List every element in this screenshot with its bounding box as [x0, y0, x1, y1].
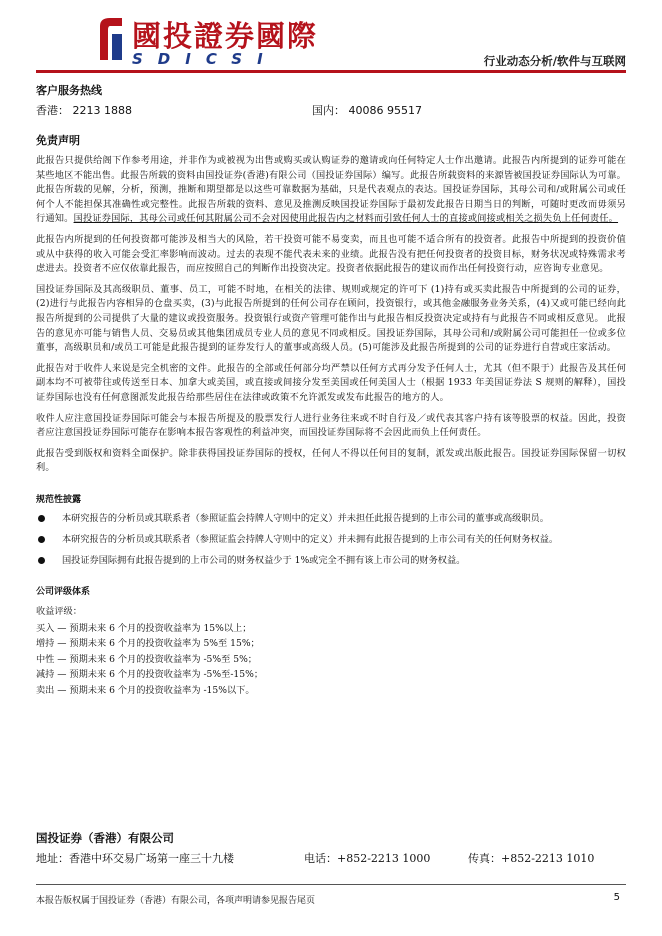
company-phone: 电话：+852-2213 1000	[304, 852, 431, 865]
rating-intro: 收益评级：	[36, 605, 82, 617]
bullet-icon	[38, 536, 45, 543]
rating-row-neutral: 中性 — 预期未来 6 个月的投资收益率为 -5%至 5%；	[36, 653, 257, 665]
disclaimer-paragraph-2: 此报告内所提到的任何投资都可能涉及相当大的风险，若干投资可能不易变卖，而且也可能不适合所有的投资者。此报告中所提到的投资价值或从中获得的收入可能会受汇率影响而波动。过去的表现不能代表未来的业绩。此报告没有把任何投资者的投资目标，财务状况或特殊需求考虑进去。投资者不应仅依靠此报告，而应按照自己的判断作出投资决定。投资者依据此报告的建议而作出任何投资行动，应咨询专业意见。	[36, 233, 626, 275]
company-logo	[96, 14, 336, 72]
rating-row-underweight: 减持 — 预期未来 6 个月的投资收益率为 -5%至-15%；	[36, 669, 264, 681]
normative-title: 规范性披露	[36, 494, 82, 505]
normative-item-text: 国投证券国际拥有此报告提到的上市公司的财务权益少于 1%或完全不拥有该上市公司的财务权益。	[62, 554, 466, 566]
hotline-row	[36, 102, 626, 118]
disclaimer-paragraph-3: 国投证券国际及其高级职员、董事、员工，可能不时地，在相关的法律、规则或规定的许可下 (1)持有或买卖此报告中所提到的公司的证券，(2)进行与此报告内容相异的仓盘买卖，(3)与此报告所提到的任何公司存在顾问，投资银行，或其他金融服务业务关系，(4)又或可能已经向此报告所提到的公司提供了大量的建议或投资服务。投资银行或资产管理可能作出与此报告相反投资决定或持有与此报告不同或相反意见。 此报告的意见亦可能与销售人员、交易员或其他集团成员专业人员的意见不同或相反。国投证券国际，其母公司和/或附属公司可能担任一位或多位董事，高级职员和/或员工可能是此报告提到的证券发行人的董事或高级人员。(5)可能涉及此报告所提到的公司的证券进行自营或庄家活动。	[36, 283, 626, 354]
report-type-label: 行业动态分析/软件与互联网	[483, 54, 626, 68]
header-divider	[36, 70, 626, 73]
disclaimer-paragraph-5: 收件人应注意国投证券国际可能会与本报告所提及的股票发行人进行业务往来或不时自行及／或代表其客户持有该等股票的权益。因此，投资者应注意国投证券国际可能存在影响本报告客观性的利益冲突，而国投证券国际将不会因此而负上任何责任。	[36, 412, 626, 439]
logo-chinese-text: 國投證券國際	[132, 19, 319, 53]
company-address: 地址：香港中环交易广场第一座三十九楼	[36, 852, 234, 865]
rating-row-overweight: 增持 — 预期未来 6 个月的投资收益率为 5%至 15%；	[36, 638, 260, 650]
disclaimer-paragraph-1	[36, 154, 626, 227]
list-item	[36, 532, 626, 547]
normative-item-text: 本研究报告的分析员或其联系者（参照证监会持牌人守则中的定义）并未拥有此报告提到的上市公司有关的任何财务权益。	[62, 533, 559, 545]
disclaimer-paragraph-4: 此报告对于收件人来说是完全机密的文件。此报告的全部或任何部分均严禁以任何方式再分发予任何人士，尤其（但不限于）此报告及其任何副本均不可被带往或传送至日本、加拿大或美国，或直接或间接分发至美国或任何美国人士（根据 1933 年美国证券法 S 规则的解释），国投证券国际也没有任何意图派发此报告给那些居住在法律或政策不允许派发或发布此报告的地方的人。	[36, 362, 626, 403]
normative-list	[36, 511, 626, 568]
company-contact-row	[36, 850, 626, 866]
footer-copyright: 本报告版权属于国投证券（香港）有限公司，各项声明请参见报告尾页	[36, 896, 316, 906]
list-item	[36, 511, 626, 526]
normative-item-text: 本研究报告的分析员或其联系者（参照证监会持牌人守则中的定义）并未担任此报告提到的上市公司的董事或高级职员。	[62, 512, 549, 524]
page-number: 5	[613, 892, 620, 903]
rating-title: 公司评级体系	[36, 586, 91, 597]
footer-divider	[36, 884, 626, 885]
bullet-icon	[38, 515, 45, 522]
main-content	[36, 82, 626, 698]
disclaimer-paragraph-6: 此报告受到版权和资料全面保护。除非获得国投证券国际的授权，任何人不得以任何目的复制，派发或出版此报告。国投证券国际保留一切权利。	[36, 447, 626, 474]
company-name: 国投证券（香港）有限公司	[36, 831, 174, 845]
rating-row-sell: 卖出 — 预期未来 6 个月的投资收益率为 -15%以下。	[36, 684, 255, 696]
disclaimer-paragraph-1-main: 此报告只提供给阁下作参考用途，并非作为或被视为出售或购买或认购证券的邀请或向任何特定人士作出邀请。此报告内所提到的证券可能在某些地区不能出售。此报告所载的资料由国投证券(香港)有限公司（国投证券国际）编写。此报告所载资料的来源皆被国投证券国际认为可靠。此报告所载的见解，分析，预测，推断和期望都是以这些可靠数据为基础，只是代表观点的表达。国投证券国际，其母公司和/或附属公司或任何个人不能担保其准确性或完整性。此报告所载的资料、意见及推测反映国投证券国际于最初发此报告日期当日的判断，可随时更改而毋须另行通知。	[36, 155, 626, 225]
company-fax: 传真：+852-2213 1010	[468, 852, 595, 865]
bullet-icon	[38, 557, 45, 564]
hotline-cn: 国内： 40086 95517	[312, 104, 422, 117]
hotline-hk: 香港： 2213 1888	[36, 104, 132, 117]
disclaimer-title: 免责声明	[36, 134, 80, 147]
logo-english-text: SDICSI	[132, 50, 278, 68]
disclaimer-paragraph-1-underlined: 国投证券国际，其母公司或任何其附属公司不会对因使用此报告内之材料而引致任何人士的直接或间接或相关之损失负上任何责任。	[73, 213, 619, 225]
hotline-title: 客户服务热线	[36, 84, 102, 97]
logo-mark-icon	[96, 16, 126, 62]
rating-row-buy: 买入 — 预期未来 6 个月的投资收益率为 15%以上；	[36, 622, 252, 634]
list-item	[36, 553, 626, 568]
